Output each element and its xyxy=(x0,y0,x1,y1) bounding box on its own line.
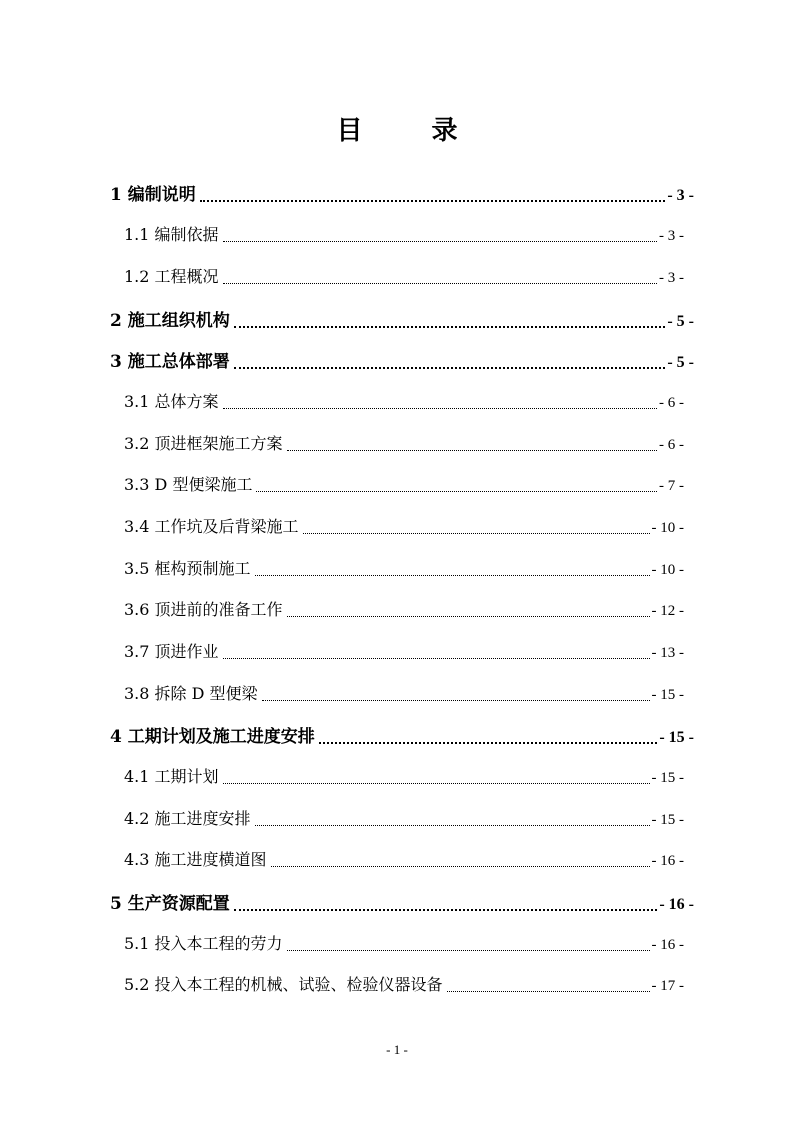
toc-page: - 16 - xyxy=(651,853,684,869)
toc-entry[interactable] xyxy=(110,722,694,747)
toc-entry[interactable] xyxy=(124,222,684,245)
toc-entry[interactable] xyxy=(124,806,684,829)
toc-label: 5.2 投入本工程的机械、试验、检验仪器设备 xyxy=(124,975,443,994)
dot-leader xyxy=(234,905,658,911)
dot-leader xyxy=(256,487,657,492)
toc-label: 2 施工组织机构 xyxy=(110,311,230,331)
toc-page: - 12 - xyxy=(651,603,684,619)
toc-label: 4 工期计划及施工进度安排 xyxy=(110,727,315,747)
toc-page: - 5 - xyxy=(667,313,694,330)
dot-leader xyxy=(223,779,650,784)
toc-label: 5 生产资源配置 xyxy=(110,894,230,914)
toc-page: - 3 - xyxy=(659,270,684,286)
toc-page: - 17 - xyxy=(651,978,684,994)
dot-leader xyxy=(234,322,666,328)
toc-entry[interactable] xyxy=(110,180,694,205)
dot-leader xyxy=(319,738,658,744)
toc-page: - 15 - xyxy=(659,729,694,746)
toc-label: 3.3 D 型便梁施工 xyxy=(124,475,253,494)
toc-entry[interactable] xyxy=(124,514,684,537)
toc-entry[interactable] xyxy=(124,556,684,579)
toc-page: - 3 - xyxy=(667,187,694,204)
dot-leader xyxy=(271,862,650,867)
toc-page: - 16 - xyxy=(659,896,694,913)
dot-leader xyxy=(262,696,650,701)
dot-leader xyxy=(287,612,650,617)
toc-page: - 15 - xyxy=(651,812,684,828)
toc-entry[interactable] xyxy=(110,889,694,914)
dot-leader xyxy=(223,404,657,409)
toc-label: 3.2 顶进框架施工方案 xyxy=(124,434,283,453)
toc-label: 4.1 工期计划 xyxy=(124,767,219,786)
toc-label: 3.8 拆除 D 型便梁 xyxy=(124,684,258,703)
toc-label: 3.4 工作坑及后背梁施工 xyxy=(124,517,299,536)
toc-label: 5.1 投入本工程的劳力 xyxy=(124,934,283,953)
dot-leader xyxy=(303,529,650,534)
dot-leader xyxy=(255,571,650,576)
toc-page: - 7 - xyxy=(659,478,684,494)
toc-page: - 16 - xyxy=(651,937,684,953)
toc-label: 3.1 总体方案 xyxy=(124,392,219,411)
toc-label: 1 编制说明 xyxy=(110,185,196,205)
toc-label: 4.2 施工进度安排 xyxy=(124,809,251,828)
dot-leader xyxy=(223,279,657,284)
toc-label: 3 施工总体部署 xyxy=(110,352,230,372)
toc-label: 1.1 编制依据 xyxy=(124,225,219,244)
toc-entry[interactable] xyxy=(110,306,694,331)
toc-entry[interactable] xyxy=(124,472,684,495)
dot-leader xyxy=(287,446,657,451)
dot-leader xyxy=(287,946,650,951)
toc-page: - 3 - xyxy=(659,228,684,244)
toc-entry[interactable] xyxy=(124,597,684,620)
toc-page: - 6 - xyxy=(659,395,684,411)
toc-page: - 15 - xyxy=(651,687,684,703)
toc-entry[interactable] xyxy=(124,764,684,787)
page-title: 目 录 xyxy=(336,116,488,146)
toc-entry[interactable] xyxy=(124,931,684,954)
toc-entry[interactable] xyxy=(124,639,684,662)
toc-page: - 10 - xyxy=(651,562,684,578)
toc-entry[interactable] xyxy=(124,264,684,287)
toc-entry[interactable] xyxy=(124,389,684,412)
toc-entry[interactable] xyxy=(124,972,684,995)
toc-label: 4.3 施工进度横道图 xyxy=(124,850,267,869)
toc-page: - 5 - xyxy=(667,354,694,371)
dot-leader xyxy=(223,237,657,242)
toc-label: 3.7 顶进作业 xyxy=(124,642,219,661)
dot-leader xyxy=(223,654,650,659)
page-number-footer: - 1 - xyxy=(386,1042,408,1057)
toc-page: - 6 - xyxy=(659,437,684,453)
dot-leader xyxy=(200,196,666,202)
toc-entry[interactable] xyxy=(124,681,684,704)
toc-entry[interactable] xyxy=(124,431,684,454)
toc-entry[interactable] xyxy=(124,847,684,870)
toc-label: 3.6 顶进前的准备工作 xyxy=(124,600,283,619)
dot-leader xyxy=(234,363,666,369)
toc-label: 3.5 框构预制施工 xyxy=(124,559,251,578)
dot-leader xyxy=(447,987,650,992)
toc-entry[interactable] xyxy=(110,347,694,372)
dot-leader xyxy=(255,821,650,826)
toc-page: - 10 - xyxy=(651,520,684,536)
toc-page: - 13 - xyxy=(651,645,684,661)
toc-label: 1.2 工程概况 xyxy=(124,267,219,286)
toc-page: - 15 - xyxy=(651,770,684,786)
